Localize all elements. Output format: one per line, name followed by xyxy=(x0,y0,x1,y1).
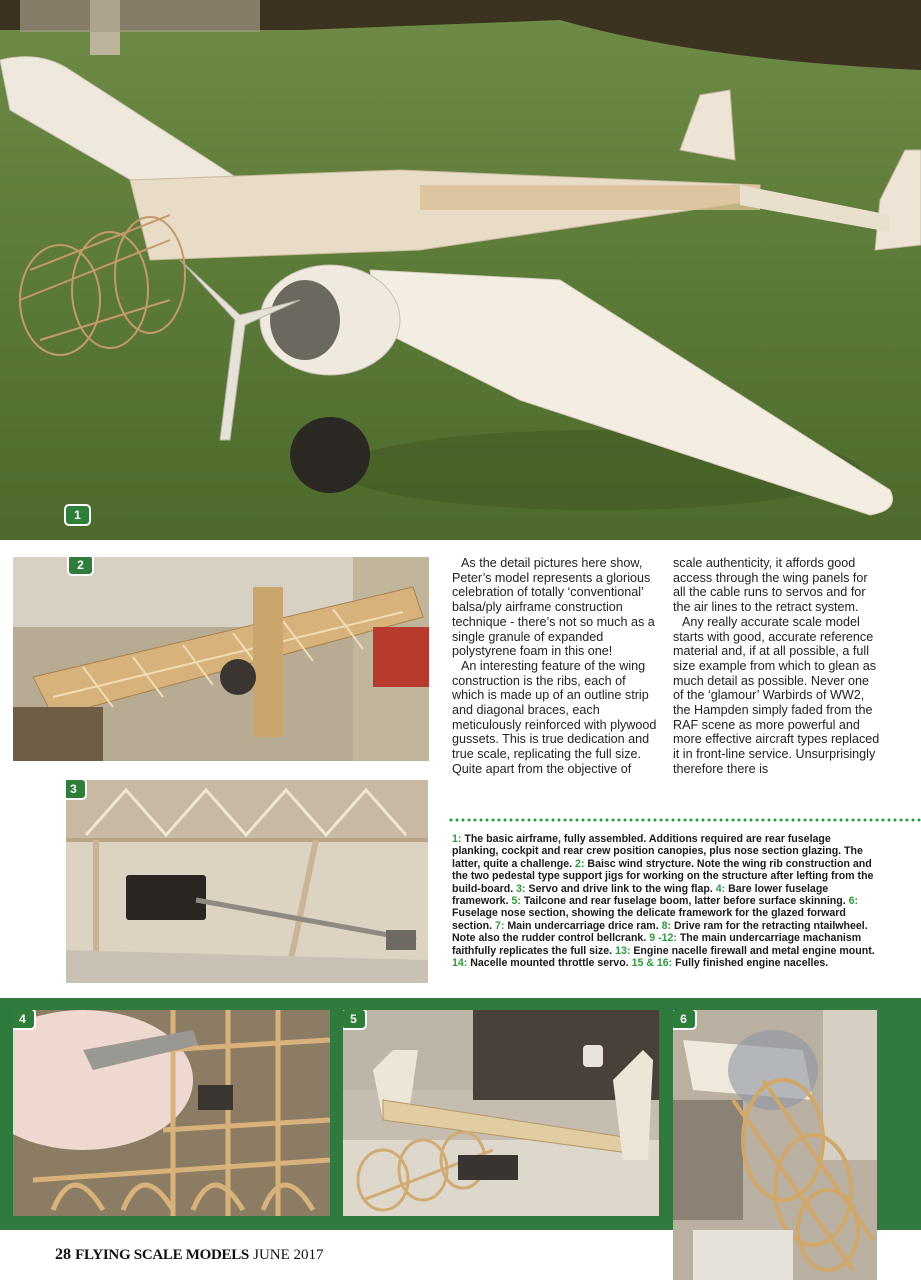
caption-text: Main undercarriage drice ram. xyxy=(504,919,662,932)
photo-1-airframe xyxy=(0,0,921,540)
photo-5-tailcone xyxy=(343,1010,659,1216)
article-column-2 xyxy=(673,556,881,777)
caption-text: The main undercarriage machanism faithfully replicates the full size. xyxy=(452,932,862,957)
caption-number: 2: xyxy=(575,857,585,870)
caption-text: Nacelle mounted throttle servo. xyxy=(467,957,632,970)
photo-3-servo-link xyxy=(66,780,428,983)
caption-number: 8: xyxy=(661,919,672,932)
dotted-divider xyxy=(448,817,921,823)
page-number: 28 xyxy=(55,1246,71,1263)
photo-4-lower-fuselage xyxy=(13,1010,330,1216)
caption-text: Servo and drive link to the wing flap. xyxy=(525,882,716,895)
photo-number-badge: 5 xyxy=(343,1010,367,1030)
photo-number-badge: 3 xyxy=(66,780,87,800)
magazine-title: FLYING SCALE MODELS xyxy=(75,1247,249,1263)
caption-number: 6: xyxy=(848,895,859,908)
article-paragraph: An interesting feature of the wing construction is the ribs, each of which is made up of an outline strip and diagonal braces, each meticulously reinforced with plywood gussets. This is true dedication and true scale, replicating the full size. Quite apart from the objective of xyxy=(452,658,657,776)
caption-number: 1: xyxy=(452,833,462,845)
caption-number: 13: xyxy=(615,944,631,957)
caption-number: 5: xyxy=(511,895,521,908)
caption-text: Bare lower fuselage framework. xyxy=(452,882,829,908)
photo-captions xyxy=(452,833,878,969)
caption-text: Baisc wind strycture. Note the wing rib construction and the two pedestal type support jigs for working on the structure after lefting from the build-board. xyxy=(452,857,874,895)
caption-number: 14: xyxy=(452,957,468,970)
caption-number: 9 -12: xyxy=(649,932,677,945)
caption-number: 15 & 16: xyxy=(631,957,673,970)
article-paragraph: scale authenticity, it affords good access through the wing panels for all the cable runs to servos and for the air lines to the retract system. xyxy=(673,556,868,615)
photo-number-badge: 1 xyxy=(64,504,91,526)
caption-number: 4: xyxy=(715,882,726,895)
page-footer xyxy=(55,1246,324,1264)
caption-text: Tailcone and rear fuselage boom, latter before surface skinning. xyxy=(520,895,849,908)
photo-number-badge: 4 xyxy=(13,1010,36,1030)
article-paragraph: Any really accurate scale model starts with good, accurate reference material and, if at all possible, a full size example from which to glean as much detail as possible. Never one of the ‘glamour’ Warbirds of WW2, the Hampden simply faded from the RAF scene as more powerful and more effective aircraft types replaced it in front-line service. Unsurprisingly therefore there is xyxy=(673,614,880,776)
article-paragraph: As the detail pictures here show, Peter’s model represents a glorious celebration of totally ‘conventional’ balsa/ply airframe construction technique - there’s not so much as a single granule of expanded polystyrene foam in this one! xyxy=(452,556,655,659)
caption-text: The basic airframe, fully assembled. Additions required are rear fuselage planking, cockpit and rear crew position canopies, plus nose section glazing. The latter, quite a challenge. xyxy=(452,833,863,870)
photo-6-nose-section xyxy=(673,1010,877,1280)
photo-number-badge: 6 xyxy=(673,1010,697,1030)
article-column-1 xyxy=(452,556,660,777)
caption-number: 3: xyxy=(516,882,526,895)
photo-number-badge: 2 xyxy=(67,557,94,576)
caption-text: Fuselage nose section, showing the delicate framework for the glazed forward section. xyxy=(452,907,846,932)
caption-text: Engine nacelle firewall and metal engine mount. xyxy=(630,944,875,957)
caption-text: Fully finished engine nacelles. xyxy=(672,957,829,970)
caption-text: Drive ram for the retracting ntailwheel. Note also the rudder control bellcrank. xyxy=(452,919,868,945)
photo-2-wing-structure xyxy=(13,557,429,761)
issue-date: JUNE 2017 xyxy=(253,1247,324,1263)
caption-number: 7: xyxy=(494,919,505,932)
